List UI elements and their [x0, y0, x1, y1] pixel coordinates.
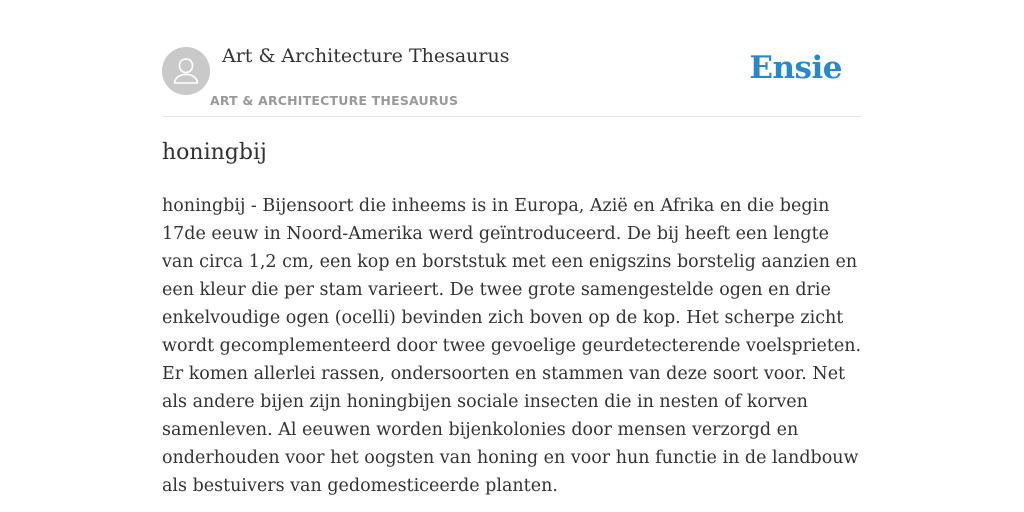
source-title[interactable]: Art & Architecture Thesaurus [222, 45, 510, 67]
entry-definition: honingbij - Bijensoort die inheems is in Europa, Azië en Afrika en die begin 17de eeuw in Noord-Amerika werd geïntroduceerd. De bij heeft een lengte van circa 1,2 cm, een kop en borststuk met een enigszins borstelig aanzien en een kleur die per stam varieert. De twee grote samengestelde ogen en drie enkelvoudige ogen (ocelli) bevinden zich boven op de kop. Het scherpe zicht wordt gecomplementeerd door twee gevoelige geurdetecterende voelsprieten. Er komen allerlei rassen, ondersoorten en stammen van deze soort voor. Net als andere bijen zijn honingbijen sociale insecten die in nesten of korven samenleven. Al eeuwen worden bijenkolonies door mensen verzorgd en onderhouden voor het oogsten van honing en voor hun functie in de landbouw als bestuivers van gedomesticeerde planten. [162, 196, 862, 496]
user-icon [162, 47, 210, 95]
entry-term: honingbij [162, 140, 267, 165]
avatar[interactable] [162, 47, 210, 95]
source-subtitle[interactable]: ART & ARCHITECTURE THESAURUS [210, 93, 459, 108]
ensie-logo[interactable]: Ensie [749, 50, 842, 86]
source-header [162, 0, 862, 117]
